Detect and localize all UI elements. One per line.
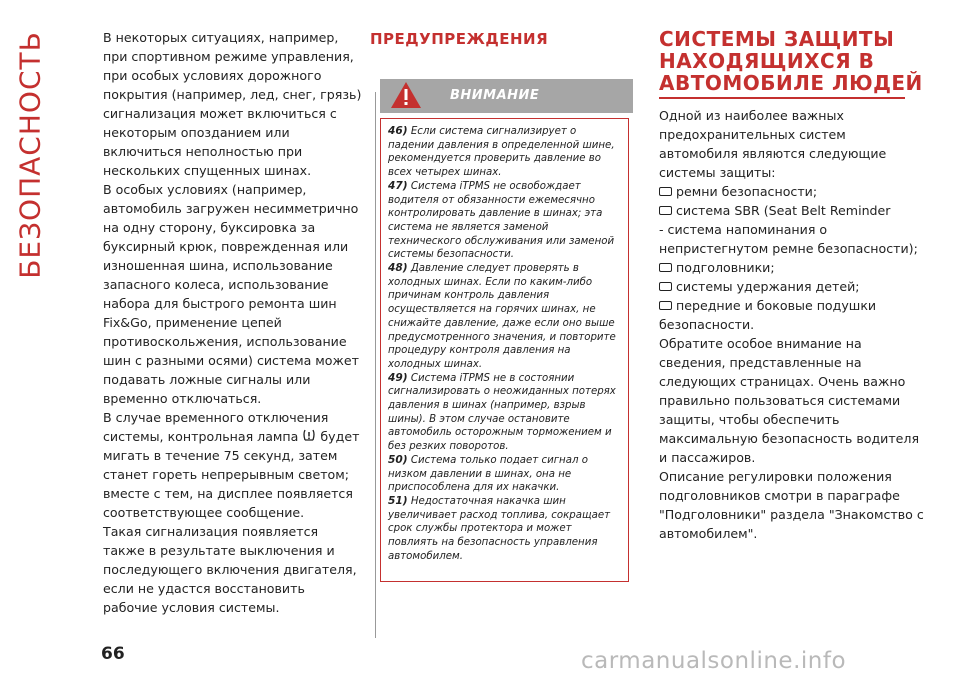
bullet-square-icon <box>659 282 672 291</box>
intro-paragraph: Одной из наиболее важных предохранительных систем автомобиля являются следующие системы защиты: <box>659 108 887 180</box>
warning-text: Система iTPMS не освобождает водителя от обязанности ежемесячно контролировать давление в шинах; эта система не является заменой технического обслуживания или заменой системы безопасности. <box>388 180 615 261</box>
column-middle <box>370 28 633 48</box>
attention-label: ВНИМАНИЕ <box>450 88 540 103</box>
warning-item <box>388 180 621 262</box>
warning-number: 47) <box>388 179 408 192</box>
list-item-continuation: - система напоминания о непристегнутом ремне безопасности); <box>659 222 918 256</box>
warnings-heading: ПРЕДУПРЕЖДЕНИЯ <box>370 30 549 48</box>
warning-item <box>388 262 621 372</box>
warning-triangle-icon <box>390 81 422 109</box>
list-item-text: ремни безопасности; <box>676 184 818 199</box>
paragraph-2: В особых условиях (например, автомобиль загружен несимметрично на одну сторону, буксировка за буксирный крюк, поврежденная или изношенная шина, использование запасного колеса, использование набора для быстрого ремонта шин Fix&Go, применение цепей противоскольжения, использование шин с разными осями) система может подавать ложные сигналы или временно отключаться. <box>103 182 359 406</box>
list-item <box>659 296 924 334</box>
bullet-square-icon <box>659 301 672 310</box>
warning-text: Система iTPMS не в состоянии сигнализировать о неожиданных потерях давления в шинах (например, взрыв шины). В этом случае остановите автомобиль осторожным торможением и без резких поворотов. <box>388 372 616 453</box>
list-item <box>659 277 924 296</box>
list-item <box>659 201 924 220</box>
warning-item <box>388 495 621 564</box>
warning-text: Недостаточная накачка шин увеличивает расход топлива, сокращает срок службы протектора и может повлиять на безопасность управления автомобилем. <box>388 495 611 562</box>
section-side-title-text: БЕЗОПАСНОСТЬ <box>13 31 47 279</box>
tire-pressure-warning-icon <box>302 428 316 443</box>
page-number: 66 <box>101 644 125 664</box>
warning-text: Давление следует проверять в холодных шинах. Если по каким-либо причинам контроль давления осуществляется на горячих шинах, не снижайте давление, даже если оно выше предусмотренного значения, и повторите процедуру контроля давления на холодных шинах. <box>388 263 616 370</box>
bullet-square-icon <box>659 206 672 215</box>
paragraph-1: В некоторых ситуациях, например, при спортивном режиме управления, при особых условиях дорожного покрытия (например, лед, снег, грязь) сигнализация может включиться с некоторым опозданием или включиться неполностью при нескольких спущенных шинах. <box>103 30 362 178</box>
warning-item <box>388 372 621 454</box>
paragraph-attention: Обратите особое внимание на сведения, представленные на следующих страницах. Очень важно правильно пользоваться системами защиты, чтобы обеспечить максимальную безопасность водителя и пассажиров. <box>659 336 920 465</box>
warning-number: 51) <box>388 494 408 507</box>
paragraph-headrests: Описание регулировки положения подголовников смотри в параграфе "Подголовники" раздела "Знакомство с автомобилем". <box>659 469 924 541</box>
protection-systems-heading: СИСТЕМЫ ЗАЩИТЫ НАХОДЯЩИХСЯ В АВТОМОБИЛЕ ЛЮДЕЙ <box>659 27 923 95</box>
column-left <box>103 28 363 617</box>
warning-text: Система только подает сигнал о низком давлении в шинах, она не приспособлена для их накачки. <box>388 454 588 494</box>
warning-item <box>388 125 621 180</box>
warning-number: 50) <box>388 453 408 466</box>
column-right <box>659 28 924 543</box>
attention-banner <box>380 79 633 113</box>
heading-underline <box>659 97 905 99</box>
bullet-square-icon <box>659 187 672 196</box>
list-item-text: передние и боковые подушки безопасности. <box>659 298 877 332</box>
watermark: carmanualsonline.info <box>581 648 847 674</box>
paragraph-3-start: В случае временного отключения системы, контрольная лампа <box>103 410 329 444</box>
protection-systems-body <box>659 106 924 543</box>
warning-number: 48) <box>388 262 408 275</box>
warnings-box <box>380 118 629 582</box>
section-side-title <box>6 20 54 290</box>
list-item-text: системы удержания детей; <box>676 279 860 294</box>
list-item-text: подголовники; <box>676 260 775 275</box>
paragraph-3 <box>103 408 363 522</box>
list-item-text: система SBR (Seat Belt Reminder <box>676 203 891 218</box>
warning-text: Если система сигнализирует о падении давления в определенной шине, рекомендуется проверить давление во всех четырех шинах. <box>388 126 615 179</box>
warning-item <box>388 454 621 495</box>
paragraph-4: Такая сигнализация появляется также в результате выключения и последующего включения двигателя, если не удастся восстановить рабочие условия системы. <box>103 524 357 615</box>
list-item <box>659 258 924 277</box>
bullet-square-icon <box>659 263 672 272</box>
warning-number: 46) <box>388 125 408 137</box>
list-item <box>659 182 924 201</box>
warning-number: 49) <box>388 371 408 384</box>
paragraph-3-end: будет мигать в течение 75 секунд, затем станет гореть непрерывным светом; вместе с тем, на дисплее появляется соответствующее сообщение. <box>103 429 360 520</box>
column-divider <box>375 92 376 638</box>
